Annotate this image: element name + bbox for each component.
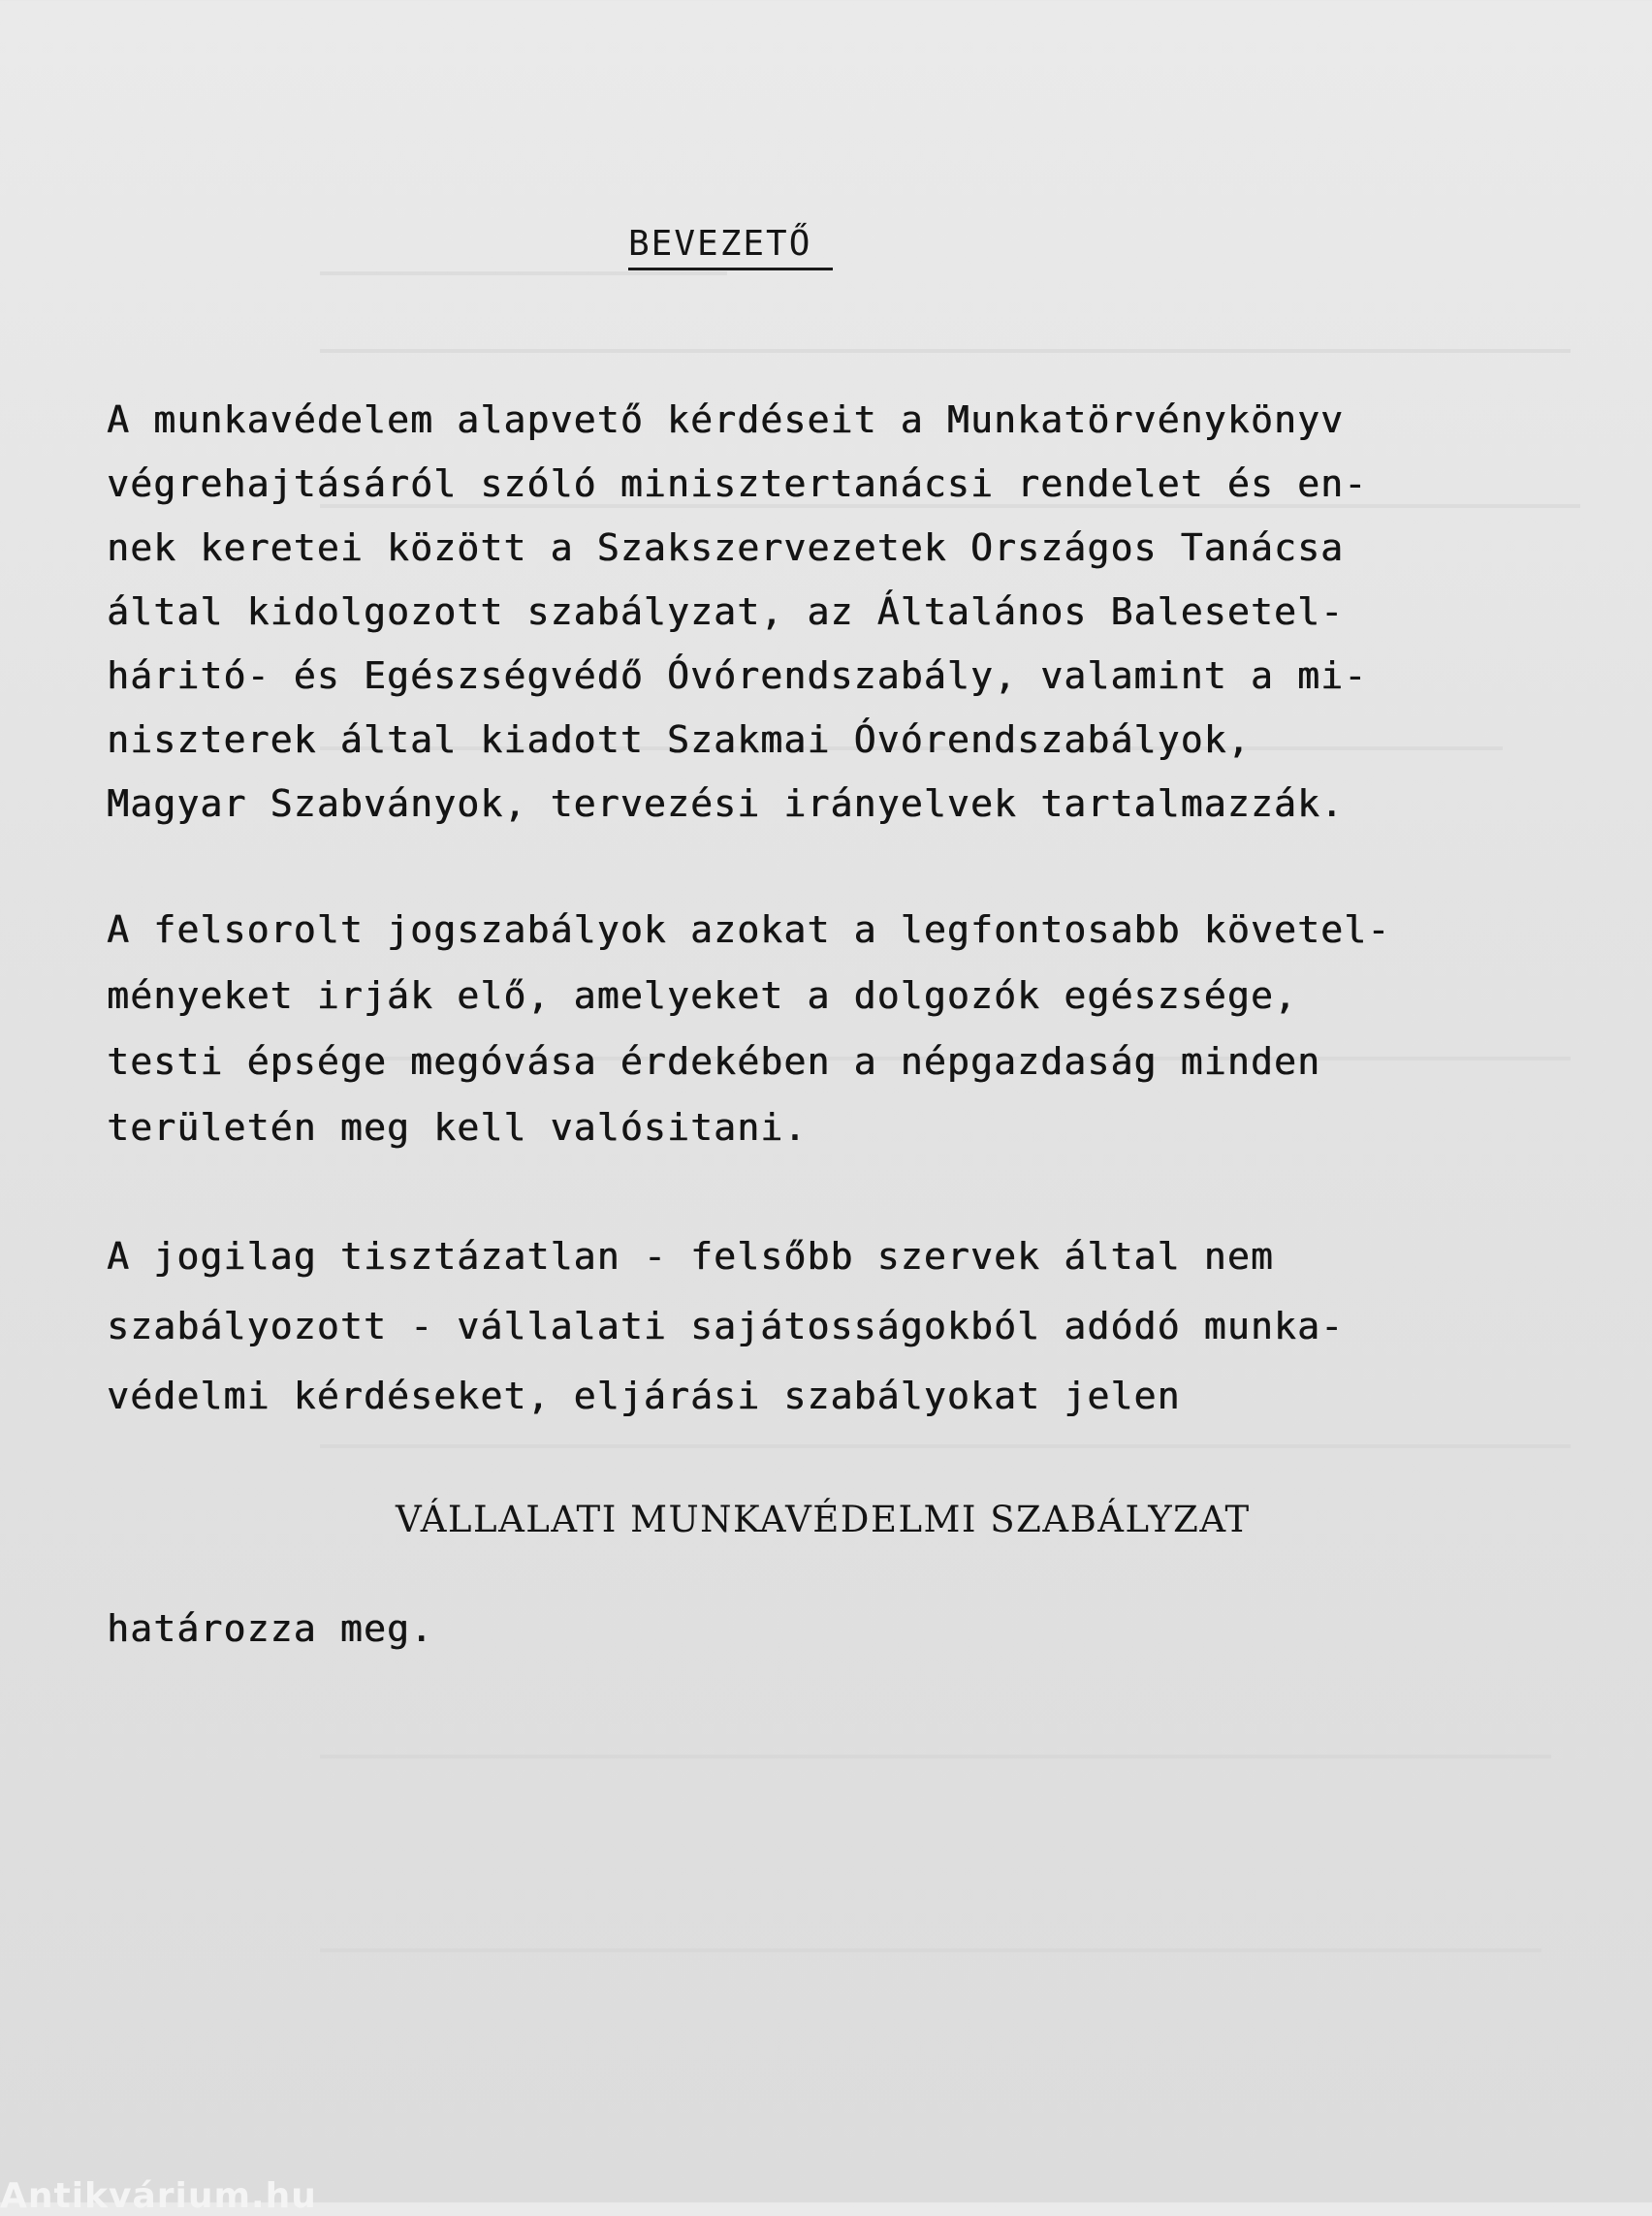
- text-line: szabályozott - vállalati sajátosságokból adódó munka-: [107, 1305, 1345, 1347]
- text-line: testi épsége megóvása érdekében a népgazdaság minden: [107, 1040, 1321, 1083]
- text-line: nek keretei között a Szakszervezetek Országos Tanácsa: [107, 526, 1345, 569]
- paragraph-intro: [107, 388, 1561, 836]
- text-line: által kidolgozott szabályzat, az Általános Balesetel-: [107, 590, 1345, 633]
- text-line: végrehajtásáról szóló minisztertanácsi rendelet és en-: [107, 462, 1368, 505]
- text-line: A felsorolt jogszabályok azokat a legfontosabb követel-: [107, 908, 1391, 951]
- text-line: védelmi kérdéseket, eljárási szabályokat jelen: [107, 1375, 1181, 1417]
- text-line: Magyar Szabványok, tervezési irányelvek tartalmazzák.: [107, 782, 1345, 825]
- text-line: ményeket irják elő, amelyeket a dolgozók egészsége,: [107, 974, 1297, 1017]
- text-line: A jogilag tisztázatlan - felsőbb szervek által nem: [107, 1235, 1274, 1278]
- page-heading: BEVEZETŐ: [628, 221, 833, 270]
- paragraph-scope: [107, 1221, 1561, 1431]
- text-line: területén meg kell valósitani.: [107, 1106, 808, 1149]
- text-line: háritó- és Egészségvédő Óvórendszabály, valamint a mi-: [107, 654, 1368, 697]
- closing-line: határozza meg.: [107, 1607, 434, 1650]
- regulation-title: VÁLLALATI MUNKAVÉDELMI SZABÁLYZAT: [396, 1499, 1251, 1540]
- text-line: niszterek által kiadott Szakmai Óvórendszabályok,: [107, 718, 1251, 761]
- paragraph-requirements: [107, 897, 1561, 1160]
- watermark-logo: Antikvárium.hu: [0, 2176, 317, 2216]
- text-line: A munkavédelem alapvető kérdéseit a Munkatörvénykönyv: [107, 398, 1345, 441]
